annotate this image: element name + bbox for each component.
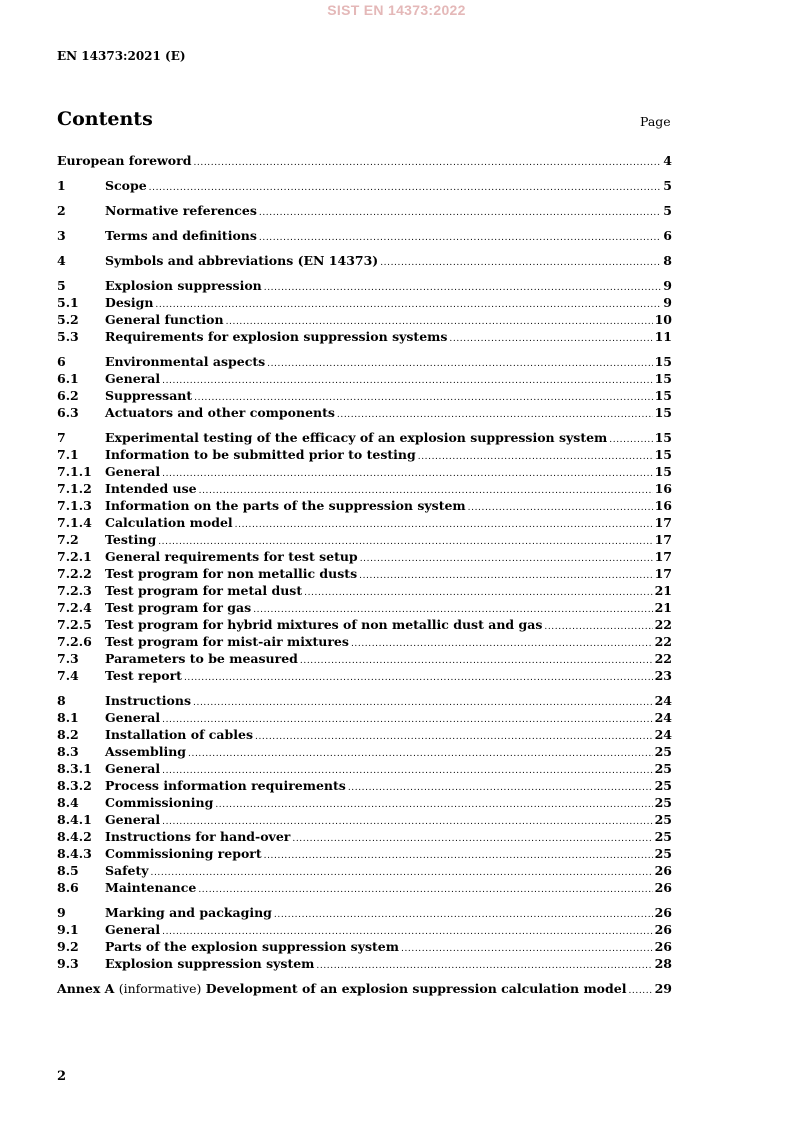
toc-section-title: Maintenance — [105, 880, 197, 895]
toc-entry[interactable] — [57, 514, 672, 531]
toc-section-title: Suppressant — [105, 388, 193, 403]
toc-page-number: 23 — [654, 668, 672, 683]
toc-section-number: 8 — [57, 693, 66, 708]
toc-section-number: 7.1.2 — [57, 481, 92, 496]
toc-section-title: General function — [105, 312, 224, 327]
toc-section-number: 7.1.4 — [57, 515, 92, 530]
toc-entry[interactable] — [57, 227, 672, 244]
toc-leader-dots — [188, 746, 653, 763]
toc-leader-dots — [351, 636, 653, 653]
toc-section-number: 7.2.6 — [57, 634, 92, 649]
toc-leader-dots — [162, 373, 652, 390]
toc-page-number: 24 — [654, 693, 672, 708]
toc-entry[interactable] — [57, 463, 672, 480]
toc-entry[interactable] — [57, 177, 672, 194]
toc-section-number: 7.4 — [57, 668, 79, 683]
toc-section-title: Test report — [105, 668, 182, 683]
toc-page-number: 17 — [654, 549, 672, 564]
toc-section-number: 9.1 — [57, 922, 79, 937]
toc-page-number: 5 — [663, 178, 672, 193]
toc-leader-dots — [149, 180, 662, 197]
toc-leader-dots — [264, 280, 662, 297]
toc-entry[interactable] — [57, 794, 672, 811]
toc-section-title: Explosion suppression — [105, 278, 262, 293]
toc-page-number: 25 — [654, 744, 672, 759]
table-of-contents — [57, 152, 672, 997]
toc-leader-dots — [360, 551, 653, 568]
toc-leader-dots — [304, 585, 652, 602]
toc-leader-dots — [337, 407, 653, 424]
toc-page-number: 15 — [654, 430, 672, 445]
toc-leader-dots — [544, 619, 652, 636]
toc-section-number: 9.3 — [57, 956, 79, 971]
toc-section-number: 7.1 — [57, 447, 79, 462]
toc-leader-dots — [292, 831, 652, 848]
toc-section-number: 9.2 — [57, 939, 79, 954]
toc-page-number: 25 — [654, 778, 672, 793]
toc-leader-dots — [193, 695, 653, 712]
toc-entry[interactable] — [57, 429, 672, 446]
toc-page-number: 25 — [654, 795, 672, 810]
toc-entry[interactable] — [57, 692, 672, 709]
toc-page-number: 25 — [654, 761, 672, 776]
toc-section-number: 8.4 — [57, 795, 79, 810]
toc-section-title: Design — [105, 295, 154, 310]
toc-section-number: 6.2 — [57, 388, 79, 403]
toc-leader-dots — [401, 941, 653, 958]
page-title: Contents — [57, 108, 153, 130]
toc-entry[interactable] — [57, 938, 672, 955]
toc-section-title: Test program for metal dust — [105, 583, 303, 598]
toc-section-title: Marking and packaging — [105, 905, 272, 920]
toc-section-number: 8.2 — [57, 727, 79, 742]
toc-entry[interactable] — [57, 480, 672, 497]
toc-section-title: General — [105, 710, 161, 725]
watermark: SIST EN 14373:2022 — [327, 2, 466, 18]
toc-leader-dots — [162, 466, 652, 483]
toc-entry[interactable] — [57, 328, 672, 345]
toc-leader-dots — [348, 780, 653, 797]
toc-leader-dots — [609, 432, 652, 449]
toc-section-number: 8.6 — [57, 880, 79, 895]
toc-page-number: 8 — [663, 253, 672, 268]
toc-entry[interactable] — [57, 828, 672, 845]
toc-section-number: 8.4.3 — [57, 846, 92, 861]
toc-page-number: 15 — [654, 464, 672, 479]
toc-leader-dots — [316, 958, 652, 975]
toc-leader-dots — [155, 297, 661, 314]
toc-entry[interactable] — [57, 565, 672, 582]
toc-section-number: 7.2.4 — [57, 600, 92, 615]
toc-section-title: European foreword — [57, 153, 192, 168]
toc-section-title: Test program for hybrid mixtures of non metallic dust and gas — [105, 617, 543, 632]
toc-section-title: Test program for non metallic dusts — [105, 566, 358, 581]
toc-entry[interactable] — [57, 616, 672, 633]
toc-entry[interactable] — [57, 404, 672, 421]
toc-section-number: 2 — [57, 203, 66, 218]
toc-section-title: Commissioning report — [105, 846, 262, 861]
toc-section-title: Intended use — [105, 481, 197, 496]
toc-section-title: Terms and definitions — [105, 228, 257, 243]
toc-entry[interactable] — [57, 904, 672, 921]
toc-section-number: 8.1 — [57, 710, 79, 725]
toc-section-number: 8.3.2 — [57, 778, 92, 793]
toc-page-number: 9 — [663, 278, 672, 293]
toc-leader-dots — [418, 449, 653, 466]
document-id: EN 14373:2021 (E) — [57, 49, 186, 63]
toc-entry[interactable] — [57, 760, 672, 777]
toc-leader-dots — [300, 653, 653, 670]
toc-section-number: 5 — [57, 278, 66, 293]
toc-section-title: Calculation model — [105, 515, 233, 530]
toc-page-number: 24 — [654, 727, 672, 742]
toc-leader-dots — [215, 797, 652, 814]
toc-page-number: 17 — [654, 566, 672, 581]
toc-section-title: Test program for gas — [105, 600, 252, 615]
toc-section-number: 9 — [57, 905, 66, 920]
toc-entry[interactable] — [57, 277, 672, 294]
toc-section-title: Information on the parts of the suppression system — [105, 498, 466, 513]
toc-leader-dots — [198, 882, 652, 899]
toc-entry[interactable] — [57, 311, 672, 328]
toc-section-number: 6.3 — [57, 405, 79, 420]
toc-leader-dots — [235, 517, 653, 534]
toc-page-number: 15 — [654, 354, 672, 369]
toc-section-title: Instructions — [105, 693, 192, 708]
toc-section-number: 7.2.1 — [57, 549, 92, 564]
annex-title: Development of an explosion suppression calculation model — [205, 981, 627, 996]
toc-entry[interactable] — [57, 955, 672, 972]
toc-section-title: Actuators and other components — [105, 405, 335, 420]
toc-page-number: 26 — [654, 939, 672, 954]
toc-page-number: 16 — [654, 481, 672, 496]
toc-entry[interactable] — [57, 387, 672, 404]
toc-leader-dots — [193, 155, 661, 172]
toc-section-title: Experimental testing of the efficacy of an explosion suppression system — [105, 430, 608, 445]
toc-page-number: 29 — [654, 981, 672, 996]
toc-section-title: Normative references — [105, 203, 257, 218]
toc-leader-dots — [259, 230, 661, 247]
toc-page-number: 4 — [663, 153, 672, 168]
toc-section-title: Testing — [105, 532, 157, 547]
toc-entry[interactable] — [57, 599, 672, 616]
toc-entry[interactable] — [57, 633, 672, 650]
toc-section-number: 7.3 — [57, 651, 79, 666]
toc-section-number: 8.4.1 — [57, 812, 92, 827]
annex-qualifier: (informative) — [118, 981, 202, 996]
toc-section-number: 7.2.5 — [57, 617, 92, 632]
toc-section-number: 7 — [57, 430, 66, 445]
toc-entry[interactable] — [57, 497, 672, 514]
toc-section-title: Information to be submitted prior to testing — [105, 447, 416, 462]
toc-page-number: 22 — [654, 634, 672, 649]
toc-entry[interactable] — [57, 845, 672, 862]
toc-section-title: General — [105, 761, 161, 776]
toc-section-number: 7.1.3 — [57, 498, 92, 513]
toc-section-number: 8.3 — [57, 744, 79, 759]
toc-section-title: General — [105, 464, 161, 479]
toc-section-title: General requirements for test setup — [105, 549, 358, 564]
toc-section-number: 8.5 — [57, 863, 79, 878]
toc-section-number: 5.2 — [57, 312, 79, 327]
toc-entry[interactable] — [57, 582, 672, 599]
toc-page-number: 15 — [654, 371, 672, 386]
toc-section-number: 8.3.1 — [57, 761, 92, 776]
toc-section-title: Test program for mist-air mixtures — [105, 634, 349, 649]
toc-page-number: 26 — [654, 863, 672, 878]
toc-entry[interactable] — [57, 152, 672, 169]
toc-leader-dots — [380, 255, 661, 272]
toc-page-number: 21 — [654, 583, 672, 598]
toc-section-title: Scope — [105, 178, 147, 193]
toc-entry[interactable] — [57, 879, 672, 896]
toc-leader-dots — [151, 865, 653, 882]
toc-section-title: Commissioning — [105, 795, 214, 810]
toc-annex-title — [57, 980, 626, 997]
toc-entry[interactable] — [57, 531, 672, 548]
toc-annex-entry[interactable] — [57, 980, 672, 997]
toc-page-number: 22 — [654, 617, 672, 632]
toc-entry[interactable] — [57, 726, 672, 743]
toc-section-title: Environmental aspects — [105, 354, 266, 369]
toc-page-number: 15 — [654, 405, 672, 420]
toc-page-number: 17 — [654, 515, 672, 530]
toc-section-number: 6 — [57, 354, 66, 369]
toc-page-number: 10 — [654, 312, 672, 327]
toc-page-number: 9 — [663, 295, 672, 310]
toc-section-title: General — [105, 922, 161, 937]
toc-entry[interactable] — [57, 202, 672, 219]
toc-section-number: 5.3 — [57, 329, 79, 344]
toc-page-number: 15 — [654, 388, 672, 403]
toc-leader-dots — [184, 670, 653, 687]
toc-entry[interactable] — [57, 650, 672, 667]
toc-leader-dots — [449, 331, 652, 348]
toc-section-title: Process information requirements — [105, 778, 346, 793]
toc-section-title: Assembling — [105, 744, 187, 759]
toc-leader-dots — [628, 983, 652, 1000]
toc-page-number: 21 — [654, 600, 672, 615]
toc-section-number: 7.2.3 — [57, 583, 92, 598]
toc-page-number: 24 — [654, 710, 672, 725]
toc-page-number: 22 — [654, 651, 672, 666]
toc-page-number: 17 — [654, 532, 672, 547]
toc-entry[interactable] — [57, 811, 672, 828]
toc-page-number: 26 — [654, 905, 672, 920]
toc-entry[interactable] — [57, 294, 672, 311]
toc-leader-dots — [359, 568, 652, 585]
toc-entry[interactable] — [57, 777, 672, 794]
toc-section-title: Installation of cables — [105, 727, 253, 742]
toc-section-title: Parameters to be measured — [105, 651, 298, 666]
toc-section-title: Requirements for explosion suppression systems — [105, 329, 448, 344]
toc-page-number: 11 — [654, 329, 672, 344]
toc-entry[interactable] — [57, 370, 672, 387]
toc-section-number: 7.2.2 — [57, 566, 92, 581]
toc-page-number: 25 — [654, 812, 672, 827]
toc-entry[interactable] — [57, 862, 672, 879]
toc-section-title: General — [105, 812, 161, 827]
toc-section-title: Parts of the explosion suppression system — [105, 939, 399, 954]
toc-entry[interactable] — [57, 667, 672, 684]
toc-section-number: 3 — [57, 228, 66, 243]
toc-section-title: Instructions for hand-over — [105, 829, 291, 844]
toc-page-number: 28 — [654, 956, 672, 971]
toc-section-number: 7.1.1 — [57, 464, 92, 479]
toc-entry[interactable] — [57, 446, 672, 463]
toc-entry[interactable] — [57, 709, 672, 726]
footer-page-number: 2 — [57, 1069, 67, 1084]
toc-leader-dots — [267, 356, 652, 373]
toc-section-number: 5.1 — [57, 295, 79, 310]
page-column-label: Page — [640, 114, 671, 129]
toc-leader-dots — [274, 907, 653, 924]
toc-section-number: 7.2 — [57, 532, 79, 547]
toc-entry[interactable] — [57, 548, 672, 565]
toc-section-title: General — [105, 371, 161, 386]
toc-section-title: Symbols and abbreviations (EN 14373) — [105, 253, 379, 268]
toc-page-number: 5 — [663, 203, 672, 218]
toc-page-number: 26 — [654, 880, 672, 895]
toc-entry[interactable] — [57, 921, 672, 938]
toc-section-title: Explosion suppression system — [105, 956, 315, 971]
toc-section-number: 1 — [57, 178, 66, 193]
toc-entry[interactable] — [57, 252, 672, 269]
toc-leader-dots — [259, 205, 661, 222]
toc-entry[interactable] — [57, 743, 672, 760]
toc-section-number: 8.4.2 — [57, 829, 92, 844]
toc-section-number: 4 — [57, 253, 66, 268]
toc-page-number: 6 — [663, 228, 672, 243]
toc-page-number: 25 — [654, 829, 672, 844]
toc-section-title: Safety — [105, 863, 149, 878]
toc-leader-dots — [468, 500, 653, 517]
toc-entry[interactable] — [57, 353, 672, 370]
toc-page-number: 15 — [654, 447, 672, 462]
toc-page-number: 26 — [654, 922, 672, 937]
annex-label: Annex A — [57, 981, 115, 996]
toc-page-number: 25 — [654, 846, 672, 861]
toc-section-number: 6.1 — [57, 371, 79, 386]
toc-leader-dots — [255, 729, 653, 746]
toc-page-number: 16 — [654, 498, 672, 513]
toc-leader-dots — [264, 848, 653, 865]
